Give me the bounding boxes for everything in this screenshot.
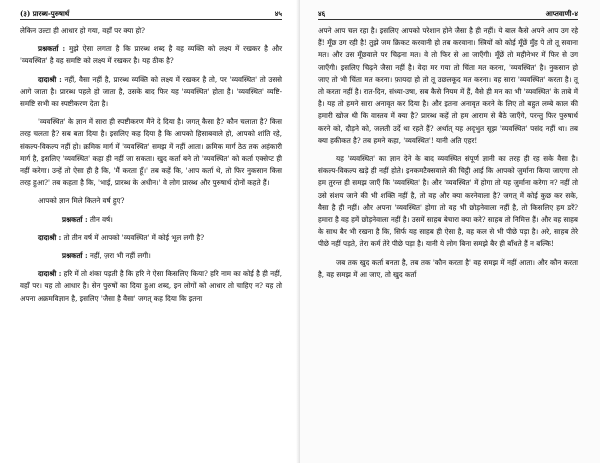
paragraph-text: आपको ज्ञान मिले कितने वर्ष हुए? <box>38 196 125 206</box>
left-page-number: ४५ <box>274 9 282 18</box>
left-page-header <box>20 0 282 20</box>
left-page-body <box>20 20 282 305</box>
paragraph-text: लेकिन उल्टा ही आधार हो गया, वहाँ पर क्या हो? <box>20 26 145 35</box>
paragraph <box>20 250 282 262</box>
right-page <box>300 0 600 463</box>
right-header-title: आप्तवाणी-४ <box>545 9 578 18</box>
speaker-label: दादाश्री : <box>38 232 62 242</box>
paragraph <box>318 257 578 281</box>
paragraph-text: नहीं, ज़रा भी नहीं लगी। <box>87 251 151 261</box>
paragraph <box>20 232 282 244</box>
paragraph <box>20 43 282 67</box>
paragraph <box>20 214 282 226</box>
paragraph <box>318 153 578 251</box>
paragraph <box>20 195 282 207</box>
speaker-label: दादाश्री : <box>38 269 62 279</box>
speaker-label: प्रश्नकर्ता : <box>62 251 88 261</box>
paragraph-text: तीन वर्ष। <box>87 214 113 224</box>
paragraph <box>20 25 282 37</box>
paragraph-text: नहीं, वैसा नहीं है, प्रारब्ध व्यक्ति को लक्ष्य में रखकर है तो, पर 'व्यवस्थित' तो उससे आगे जाता है। प्रारब्ध पहले हो जाता है, उसके बाद फिर यह 'व्यवस्थित' होता है। 'व्यवस्थित' व्यष्टि-समष्टि सभी का स्पष्टीकरण देता है। <box>20 74 282 109</box>
right-page-body <box>318 20 578 281</box>
paragraph <box>20 268 282 305</box>
paragraph-text: अपने आप चल रहा है। इसलिए आपको परेशान होने जैसा है ही नहीं। ये बाल कैसे अपने आप उग रहे हैं! मूँछ उग रही है! तुझे जम क्रिकट करवानी हो तब करवाना। स्त्रियों को कोई मूँछें मुँह पे तो तू सवाना मत। और उस मूँछवाले पर चिढ़ना मत। वे तो फिर से आ जाएँगी। मूँछें तो महीनेभर में फिर से उग जाएँगी। इसलिए चिढ़ने जैसा नहीं है। वेदा मर गया तो चिंता मत करना, 'व्यवस्थित' है। नुकसान हो जाए तो भी चिंता मत करना। फ़ायदा हो तो तू उछलकूद मत करना। वह सारा 'व्यवस्थित' करता है। तू तो करता नहीं है। रात-दिन, संध्या-उषा, सब कैसे नियम में हैं, वैसे ही मन का भी 'व्यवस्थित' के ताबे में है। यह तो हमने सारा अनावृत कर दिया है। और इतना अनावृत करने के लिए तो बहुत लम्बे काल की हमारी खोज थी कि वास्तव में क्या है? प्रारब्ध कहें तो हम आराम से बैठे जाएँगे, परन्तु फिर पुरुषार्थ करने को, दौड़ने को, जलती उर्दे था रहते हैं? अर्थात् यह अदृभुत सूझ 'व्यवस्थित' पसंद नहीं था। तब क्या हकीकत है? तब हमने कहा, 'व्यवस्थित'! यानी अति एहर! <box>318 26 578 145</box>
right-page-header <box>318 0 578 20</box>
paragraph <box>20 74 282 111</box>
paragraph-text: तो तीन वर्ष में आपको 'व्यवस्थित' में कोई भूल लगी है? <box>61 232 205 242</box>
paragraph <box>20 116 282 189</box>
speaker-label: प्रश्नकर्ता : <box>38 44 66 54</box>
paragraph-text: मुझे ऐसा लगता है कि प्रारब्ध शब्द है वह व्यक्ति को लक्ष्य में रखकर है और 'व्यवस्थित' है वह समष्टि को लक्ष्य में रखकर है। यह ठीक है? <box>20 44 282 66</box>
paragraph-text: जब तक खुद कर्ता बनता है, तब तक 'कौन करता है' वह समझ में नहीं आता। और कौन करता है, वह समझ में आ जाए, तो खुद कर्ता <box>318 257 578 279</box>
paragraph-text: हरि में तो शंका पड़ती है कि हरि ने ऐसा किसलिए किया? हरि नाम का कोई है ही नहीं, वहाँ पर। यह तो आधार है। सेन पुरुषों का दिया हुआ शब्द, इन लोगों को आधार तो चाहिए न? यह तो अपना अक्रमविज्ञान है, इसलिए 'जैसा है वैसा' जगत् कह दिया कि इतना <box>20 269 283 303</box>
speaker-label: प्रश्नकर्ता : <box>62 214 88 224</box>
paragraph-text: 'व्यवस्थित' के ज्ञान में सारा ही स्पष्टीकरण मैंने दे दिया है। जगत् कैसा है? कौन चलाता है? किस तरह चलता है? सब बता दिया है। इसलिए कह दिया है कि आपको हिसाबवाले हो, आपको शांति रहे, संकल्प-विकल्प नहीं हो। क्रमिक मार्ग में 'व्यवस्थित' समझ में नहीं आता। क्रमिक मार्ग ठेठ तक अहंकारी मार्ग है, इसलिए 'व्यवस्थित' कहा ही नहीं जा सकता। खुद कर्ता बने तो 'व्यवस्थित' को कर्ता एक्सेप्ट ही नहीं करेगा। उन्हें तो ऐसा ही है कि, 'मैं करता हूँ।' तब कहें कि, 'आप कर्ता थे, तो फिर नुकसान किस तरह हुआ?' तब कहता है कि, 'भाई, प्रारब्ध के अधीन।' वे लोग प्रारब्ध और पुरुषार्थ दोनों कहते हैं। <box>20 117 282 188</box>
left-header-title: (३) प्रारब्ध-पुरुषार्थ <box>20 9 70 18</box>
speaker-label: दादाश्री : <box>38 74 62 84</box>
paragraph-text: यह 'व्यवस्थित' का ज्ञान देने के बाद व्यवस्थित संपूर्ण ज्ञानी का तरह ही रह सके वैसा है। संकल्प-विकल्प खड़े ही नहीं होते। इनकमटैक्सवाले की चिट्ठी आई कि आपको जुर्माना किया जाएगा तो हम तुरन्त ही समझ जाएँ कि 'व्यवस्थित' है। और 'व्यवस्थित' में होगा तो यह जुर्माना करेगा न? नहीं तो उसे संशय जाने की भी शक्ति नहीं है, तो वह और क्या करनेवाला है? जगत् में कोई कुछ कर सके, वैसा है ही नहीं। और अपना 'व्यवस्थित' होगा तो वह भी छोड़नेवाला नहीं है, तो किसलिए हम डरें? हमारा है वह हमें छोड़नेवाला नहीं है। उसमें साहब बेचारा क्या करे? साहब तो निमित्त हैं। और वह साहब के साथ बैर भी रखना है कि, सिर्फ यह साहब ही ऐसा है, वह कल से भी पीछे पड़ा है। अरे, साहब तेरे पीछे नहीं पड़ते, तेरा कर्म तेरे पीछे पड़ा है। यानी ये लोग बिना समझे बैर ही बाँधते हैं न बल्कि! <box>318 154 578 249</box>
right-page-number: ४६ <box>318 9 326 18</box>
paragraph <box>318 25 578 147</box>
